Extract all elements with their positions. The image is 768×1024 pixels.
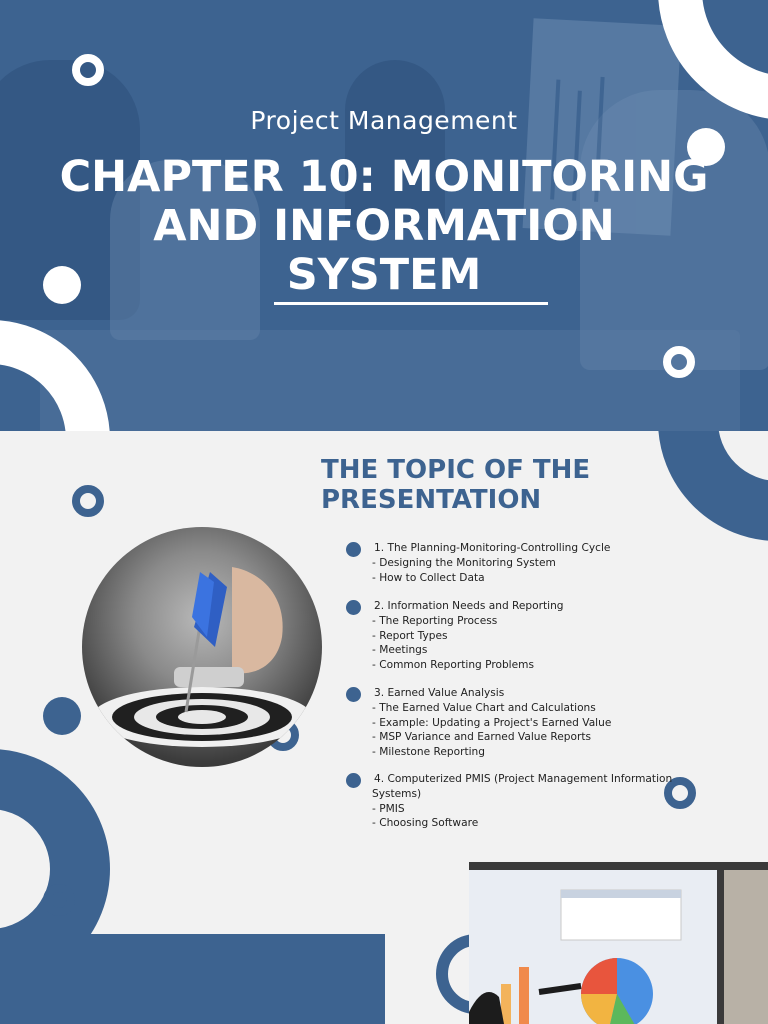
cover-title-line-1: CHAPTER 10: MONITORING bbox=[59, 152, 709, 202]
agenda-section bbox=[0, 431, 768, 1024]
topic-1-item-2: - How to Collect Data bbox=[372, 571, 485, 584]
agenda-title-line-2: PRESENTATION bbox=[321, 485, 542, 515]
cover-title-line-2: AND INFORMATION bbox=[153, 201, 615, 251]
presentation-screen-photo bbox=[469, 862, 768, 1024]
topic-2-heading: 2. Information Needs and Reporting bbox=[374, 600, 564, 612]
cover-section bbox=[0, 0, 768, 431]
topic-3-item-3: - MSP Variance and Earned Value Reports bbox=[372, 731, 592, 744]
footer-band bbox=[0, 934, 385, 1024]
topic-1 bbox=[346, 541, 676, 585]
topic-3-heading: 3. Earned Value Analysis bbox=[374, 687, 505, 699]
cover-subtitle: Project Management bbox=[250, 106, 518, 135]
photo-table bbox=[40, 330, 740, 431]
dart-target-photo bbox=[82, 527, 322, 767]
topic-bullet bbox=[346, 600, 361, 615]
topic-2-item-1: - The Reporting Process bbox=[372, 614, 498, 627]
presentation-screen-illustration bbox=[469, 862, 768, 1024]
topic-3-item-4: - Milestone Reporting bbox=[372, 746, 485, 759]
topic-4-heading-continued: Systems) bbox=[372, 787, 422, 800]
topic-2 bbox=[346, 599, 676, 673]
topic-3 bbox=[346, 686, 676, 760]
dot-decoration-left bbox=[43, 697, 81, 735]
ring-decoration-left-top bbox=[72, 485, 104, 517]
topic-4-item-2: - Choosing Software bbox=[372, 817, 479, 830]
cover-title bbox=[20, 153, 748, 300]
topic-bullet bbox=[346, 542, 361, 557]
dart-target-illustration bbox=[82, 527, 322, 767]
topic-3-item-2: - Example: Updating a Project's Earned Value bbox=[372, 716, 612, 729]
topic-2-item-2: - Report Types bbox=[372, 629, 448, 642]
ring-decoration-right bbox=[663, 346, 695, 378]
topic-1-heading: 1. The Planning-Monitoring-Controlling Cycle bbox=[374, 542, 611, 554]
topic-4-item-1: - PMIS bbox=[372, 802, 405, 815]
topic-1-item-1: - Designing the Monitoring System bbox=[372, 556, 556, 569]
title-underline bbox=[274, 302, 548, 305]
arc-decoration-top-right bbox=[658, 431, 768, 541]
ring-decoration-bottom-left bbox=[43, 884, 75, 916]
cover-title-line-3: SYSTEM bbox=[286, 250, 482, 300]
topic-4-heading: 4. Computerized PMIS (Project Management Information bbox=[374, 773, 673, 785]
agenda-title-line-1: THE TOPIC OF THE bbox=[321, 455, 591, 485]
topic-bullet bbox=[346, 687, 361, 702]
agenda-title bbox=[321, 455, 651, 515]
ring-decoration-top-left bbox=[72, 54, 104, 86]
topic-3-item-1: - The Earned Value Chart and Calculations bbox=[372, 701, 596, 714]
topic-bullet bbox=[346, 773, 361, 788]
topic-4 bbox=[346, 772, 676, 831]
topic-2-item-3: - Meetings bbox=[372, 644, 428, 657]
topic-2-item-4: - Common Reporting Problems bbox=[372, 659, 534, 672]
